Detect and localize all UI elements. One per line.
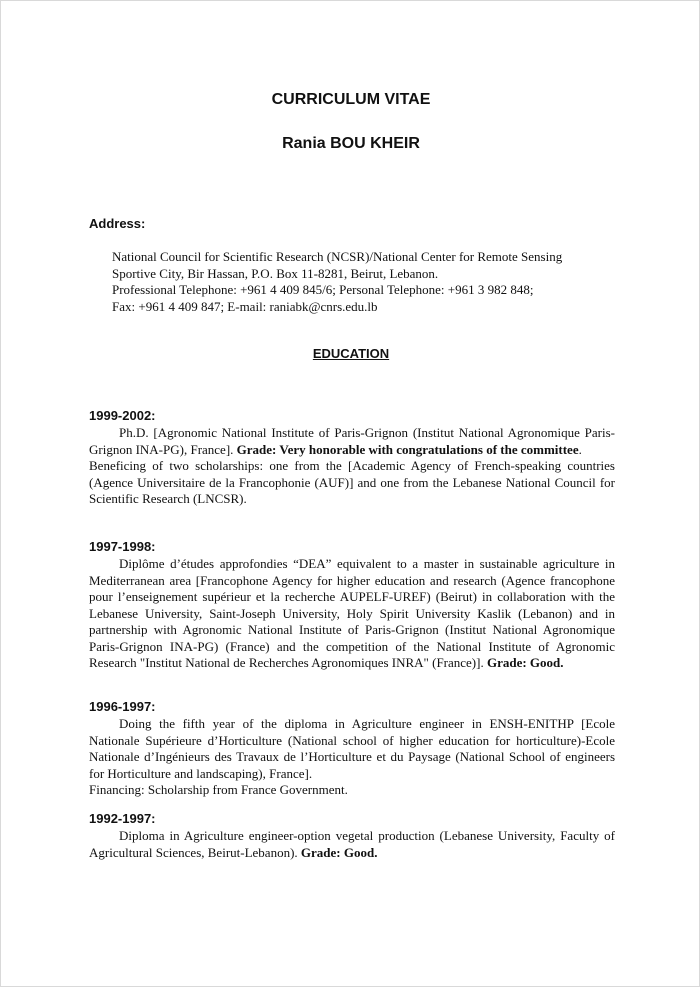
address-label: Address: xyxy=(89,216,146,231)
person-name: Rania BOU KHEIR xyxy=(282,135,420,152)
entry-extra: Financing: Scholarship from France Government. xyxy=(89,782,348,797)
entry-years: 1999-2002: xyxy=(89,408,156,423)
entry-grade: Grade: Good. xyxy=(300,844,378,860)
document-title: CURRICULUM VITAE xyxy=(271,91,431,108)
address-line: National Council for Scientific Research (NCSR)/National Center for Remote Sensing xyxy=(112,249,563,264)
entry-years: 1997-1998: xyxy=(89,539,156,554)
entry-text: Diploma in Agriculture engineer-option vegetal production (Lebanese University, Faculty of Agricultural Sciences, Beirut-Lebanon). xyxy=(89,828,615,860)
entry-text: Diplôme d’études approfondies “DEA” equivalent to a master in sustainable agriculture in Mediterranean area [Francophone Agency for higher education and research (Agence francophone pour l’enseignement supérieur et la recherche AUPELF-UREF) (Beirut) in collaboration with the Lebanese University, Saint-Joseph University, Holy Spirit University Kaslik (Lebanon) and in partnership with Agronomic National Institute of Paris-Grignon (Institut National Agronomique Paris-Grignon INA-PG) (France) and the competition of the National Institute of Agronomic Research "Institut National de Recherches Agronomiques INRA" (France)]. xyxy=(89,556,615,670)
education-entry xyxy=(89,408,615,508)
entry-grade-end: . xyxy=(578,441,582,457)
entry-description xyxy=(89,425,615,458)
education-entry xyxy=(89,811,615,861)
entry-years: 1992-1997: xyxy=(89,811,156,826)
address-block xyxy=(112,249,632,315)
education-entry xyxy=(89,539,615,672)
entry-description xyxy=(89,828,615,861)
address-line: Fax: +961 4 409 847; E-mail: raniabk@cnrs.edu.lb xyxy=(112,298,378,314)
entry-grade: Grade: Good. xyxy=(486,655,564,670)
address-line: Sportive City, Bir Hassan, P.O. Box 11-8281, Beirut, Lebanon. xyxy=(112,265,439,281)
entry-years: 1996-1997: xyxy=(89,699,156,714)
entry-extra: Beneficing of two scholarships: one from the [Academic Agency of French-speaking countries (Agence Universitaire de la Francophonie (AUF)] and one from the Lebanese National Council for Scientific Research (LNCSR). xyxy=(89,458,615,506)
education-entry xyxy=(89,699,615,799)
education-heading: EDUCATION xyxy=(312,346,390,361)
entry-description xyxy=(89,556,615,672)
address-line: Professional Telephone: +961 4 409 845/6; Personal Telephone: +961 3 982 848; xyxy=(112,282,534,297)
entry-text: Ph.D. [Agronomic National Institute of Paris-Grignon (Institut National Agronomique Paris-Grignon INA-PG), France]. xyxy=(89,425,615,457)
entry-grade: Grade: Very honorable with congratulations of the committee xyxy=(236,441,579,457)
entry-description: Doing the fifth year of the diploma in Agriculture engineer in ENSH-ENITHP [Ecole Nationale Supérieure d’Horticulture (National school of higher education for horticulture)-Ecole Nationale d’Ingénieurs des Travaux de l’Horticulture et du Paysage (National School of engineers for Horticulture and landscaping), France]. xyxy=(89,716,615,781)
